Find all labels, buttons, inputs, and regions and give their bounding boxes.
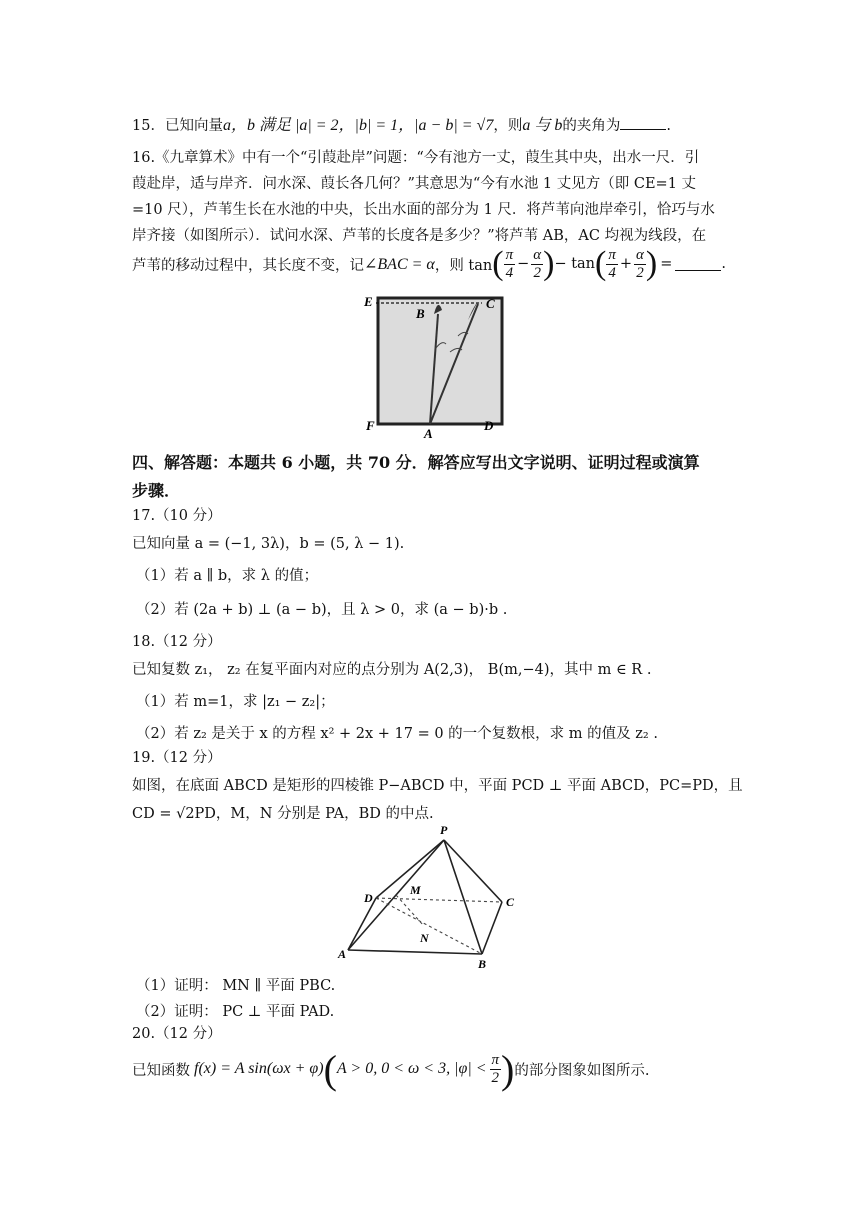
plus-sign: + <box>619 256 633 272</box>
q18-part-2: （2）若 z₂ 是关于 x 的方程 x² + 2x + 17 = 0 的一个复数根，求 m 的值及 z₂ . <box>136 726 658 742</box>
edge-pb <box>444 840 482 954</box>
equals-sign: = <box>660 256 673 272</box>
q16-line-4: 岸齐接（如图所示）．试问水深、芦苇的长度各是多少？”将芦苇 AB，AC 均视为线段，在 <box>132 228 707 244</box>
section-heading-line-2: 步骤． <box>132 481 181 500</box>
right-paren: ) <box>645 245 658 282</box>
fraction-alpha-2: $\frac{\alpha}{2}$ <box>533 246 542 281</box>
q15-answer-blank <box>620 117 666 130</box>
q15-text-b: ，则 <box>493 118 523 134</box>
q15-end: . <box>666 118 671 134</box>
q17-part-2: （2）若 (2a + b) ⊥ (a − b)，且 λ > 0，求 (a − b)·b . <box>136 602 508 618</box>
q17-part-1: （1）若 a ∥ b，求 λ 的值； <box>136 568 319 584</box>
q20-text-a: 已知函数 <box>132 1062 190 1079</box>
q19-line-1: 如图，在底面 ABCD 是矩形的四棱锥 P−ABCD 中，平面 PCD ⊥ 平面 ABCD，PC=PD，且 <box>132 778 743 794</box>
fraction-pi-4: $\frac{\pi}{4}$ <box>608 246 616 281</box>
edge-dc-hidden <box>376 898 502 902</box>
q18-head: 18.（12 分） <box>132 634 222 650</box>
minus-sign: − <box>517 256 530 272</box>
label-c: C <box>506 895 515 909</box>
q16-line-1: 16.《九章算术》中有一个“引葭赴岸”问题：“今有池方一丈，葭生其中央，出水一尺．引 <box>132 150 700 166</box>
q19-line-2: CD = √2PD，M，N 分别是 PA，BD 的中点. <box>132 806 434 822</box>
q20-head: 20.（12 分） <box>132 1026 222 1042</box>
q16-line-5 <box>132 244 726 284</box>
label-a: A <box>338 947 347 961</box>
label-n: N <box>420 931 429 945</box>
q15-line <box>132 112 671 135</box>
q20-text-b: 的部分图象如图所示. <box>514 1062 650 1079</box>
label-e: E <box>364 294 373 309</box>
pond-reed-figure <box>362 290 512 440</box>
label-m: M <box>410 883 421 897</box>
edge-ad <box>348 898 376 950</box>
q16-line5-text-b: ，则 tan <box>434 257 493 274</box>
label-c: C <box>486 296 495 311</box>
q15-text-a: 15．已知向量 <box>132 118 223 134</box>
label-d: D <box>484 418 494 433</box>
q20-conditions-math: A > 0, 0 < ω < 3, |φ| < <box>336 1060 487 1077</box>
q16-answer-blank <box>675 258 721 271</box>
fraction-alpha-2: $\frac{\alpha}{2}$ <box>636 246 644 281</box>
q17-head: 17.（10 分） <box>132 508 222 524</box>
pyramid-figure <box>334 822 530 972</box>
edge-bc <box>482 902 502 954</box>
q16-line5-text-a: 芦苇的移动过程中，其长度不变，记 <box>132 257 364 274</box>
q19-part-2: （2）证明： PC ⊥ 平面 PAD. <box>136 1004 335 1020</box>
fraction-pi-4: $\frac{\pi}{4}$ <box>505 246 514 281</box>
q20-function-math: f(x) = A sin(ωx + φ) <box>194 1060 324 1077</box>
left-paren: ( <box>323 1046 337 1092</box>
label-p: P <box>440 823 448 837</box>
label-a: A <box>424 426 433 440</box>
pond-rect <box>378 298 502 424</box>
q16-end: . <box>721 256 726 272</box>
q15-vectors-math: a 与 b <box>522 117 563 134</box>
q15-text-c: 的夹角为 <box>562 118 621 134</box>
q19-part-1: （1）证明： MN ∥ 平面 PBC. <box>136 978 336 994</box>
q18-given: 已知复数 z₁， z₂ 在复平面内对应的点分别为 A(2,3)， B(m,−4)，其中 m ∈ R . <box>132 662 652 678</box>
label-d: D <box>364 891 373 905</box>
q16-tan2: − tan <box>554 256 596 272</box>
right-paren: ) <box>543 245 555 282</box>
label-b: B <box>416 306 425 321</box>
q17-given: 已知向量 a = (−1, 3λ)，b = (5, λ − 1). <box>132 536 405 552</box>
q16-line-3: =10 尺），芦苇生长在水池的中央，长出水面的部分为 1 尺．将芦苇向池岸牵引，恰巧与水 <box>132 202 715 218</box>
section-heading-line-1: 四、解答题：本题共 6 小题，共 70 分．解答应写出文字说明、证明过程或演算 <box>132 453 700 472</box>
edge-ab <box>348 950 482 954</box>
left-paren: ( <box>595 245 607 282</box>
right-paren: ) <box>501 1046 515 1092</box>
q16-angle-math: ∠BAC = α <box>364 256 435 273</box>
label-f: F <box>366 418 375 433</box>
q18-part-1: （1）若 m=1，求 |z₁ − z₂|； <box>136 694 335 710</box>
q15-condition-math: a，b 满足 |a| = 2，|b| = 1，|a − b| = √7 <box>222 117 494 134</box>
fraction-pi-2: $\frac{\pi}{2}$ <box>491 1051 500 1086</box>
q16-line-2: 葭赴岸，适与岸齐．问水深、葭长各几何？”其意思为“今有水池 1 丈见方（即 CE=1 丈 <box>132 176 697 192</box>
label-b: B <box>478 957 487 971</box>
q19-head: 19.（12 分） <box>132 750 222 766</box>
edge-pc <box>444 840 502 902</box>
q20-given <box>132 1046 649 1092</box>
left-paren: ( <box>492 245 504 282</box>
